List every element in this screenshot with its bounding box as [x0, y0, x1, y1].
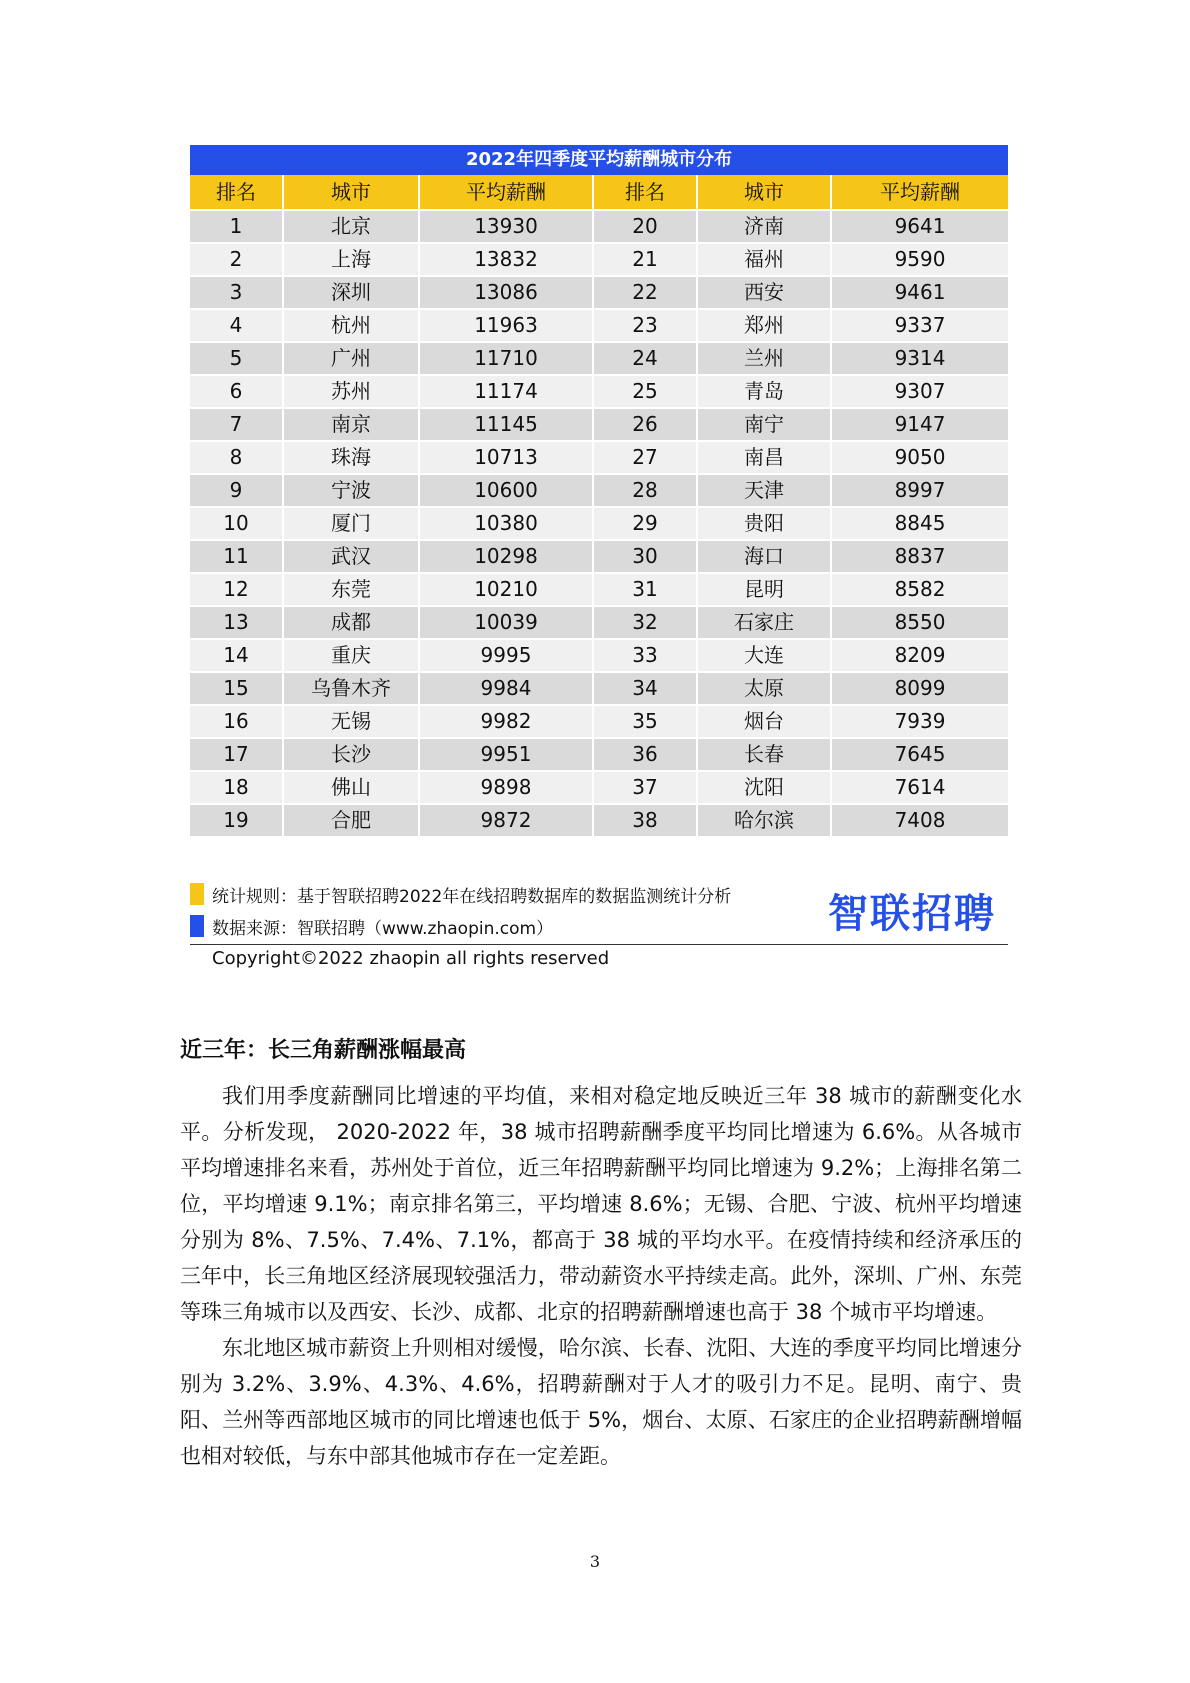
city-cell: 青岛 [698, 376, 832, 409]
rank-cell: 15 [190, 673, 284, 706]
divider [190, 944, 1008, 945]
city-cell: 烟台 [698, 706, 832, 739]
table-row [190, 310, 1008, 343]
rank-cell: 32 [594, 607, 698, 640]
rank-cell: 11 [190, 541, 284, 574]
city-cell: 济南 [698, 211, 832, 244]
city-cell: 石家庄 [698, 607, 832, 640]
rank-cell: 27 [594, 442, 698, 475]
rank-cell: 4 [190, 310, 284, 343]
paragraph: 我们用季度薪酬同比增速的平均值，来相对稳定地反映近三年 38 城市的薪酬变化水平。分析发现， 2020-2022 年，38 城市招聘薪酬季度平均同比增速为 6.6%。从各城市平均增速排名来看，苏州处于首位，近三年招聘薪酬平均同比增速为 9.2%；上海排名第二位，平均增速 9.1%；南京排名第三，平均增速 8.6%；无锡、合肥、宁波、杭州平均增速分别为 8%、7.5%、7.4%、7.1%，都高于 38 城的平均水平。在疫情持续和经济承压的三年中，长三角地区经济展现较强活力，带动薪资水平持续走高。此外，深圳、广州、东莞等珠三角城市以及西安、长沙、成都、北京的招聘薪酬增速也高于 38 个城市平均增速。 [180, 1084, 1022, 1324]
column-header-rank: 排名 [594, 175, 698, 211]
salary-cell: 10210 [420, 574, 594, 607]
blue-marker-icon [190, 915, 204, 937]
table-row [190, 772, 1008, 805]
rank-cell: 26 [594, 409, 698, 442]
salary-cell: 7614 [832, 772, 1008, 805]
salary-cell: 9307 [832, 376, 1008, 409]
city-cell: 长春 [698, 739, 832, 772]
table-row [190, 739, 1008, 772]
table-row [190, 541, 1008, 574]
rank-cell: 36 [594, 739, 698, 772]
rank-cell: 16 [190, 706, 284, 739]
table-row [190, 244, 1008, 277]
table-row [190, 508, 1008, 541]
rank-cell: 25 [594, 376, 698, 409]
salary-cell: 8997 [832, 475, 1008, 508]
salary-cell: 9982 [420, 706, 594, 739]
rank-cell: 20 [594, 211, 698, 244]
table-row [190, 376, 1008, 409]
salary-cell: 8209 [832, 640, 1008, 673]
column-header-city: 城市 [698, 175, 832, 211]
salary-cell: 9314 [832, 343, 1008, 376]
table-header-row [190, 175, 1008, 211]
rank-cell: 2 [190, 244, 284, 277]
column-header-salary: 平均薪酬 [832, 175, 1008, 211]
rank-cell: 34 [594, 673, 698, 706]
copyright: Copyright©2022 zhaopin all rights reserved [212, 948, 610, 969]
city-cell: 昆明 [698, 574, 832, 607]
city-cell: 重庆 [284, 640, 420, 673]
city-cell: 福州 [698, 244, 832, 277]
rank-cell: 3 [190, 277, 284, 310]
city-cell: 宁波 [284, 475, 420, 508]
salary-cell: 10298 [420, 541, 594, 574]
salary-cell: 7939 [832, 706, 1008, 739]
rank-cell: 35 [594, 706, 698, 739]
table-body [190, 211, 1008, 838]
rank-cell: 13 [190, 607, 284, 640]
city-cell: 苏州 [284, 376, 420, 409]
city-cell: 沈阳 [698, 772, 832, 805]
rank-cell: 14 [190, 640, 284, 673]
salary-cell: 8845 [832, 508, 1008, 541]
salary-cell: 8582 [832, 574, 1008, 607]
rank-cell: 12 [190, 574, 284, 607]
salary-cell: 13086 [420, 277, 594, 310]
city-cell: 武汉 [284, 541, 420, 574]
rank-cell: 21 [594, 244, 698, 277]
salary-cell: 8837 [832, 541, 1008, 574]
rank-cell: 19 [190, 805, 284, 838]
column-header-rank: 排名 [190, 175, 284, 211]
salary-cell: 13832 [420, 244, 594, 277]
city-cell: 南宁 [698, 409, 832, 442]
rank-cell: 33 [594, 640, 698, 673]
salary-cell: 11174 [420, 376, 594, 409]
city-cell: 大连 [698, 640, 832, 673]
table-notes [190, 878, 1008, 942]
city-cell: 珠海 [284, 442, 420, 475]
salary-cell: 9951 [420, 739, 594, 772]
city-cell: 佛山 [284, 772, 420, 805]
salary-cell: 9995 [420, 640, 594, 673]
table-row [190, 805, 1008, 838]
table-title-row [190, 145, 1008, 175]
table-title: 2022年四季度平均薪酬城市分布 [190, 145, 1008, 175]
salary-cell: 7645 [832, 739, 1008, 772]
table-row [190, 343, 1008, 376]
city-cell: 无锡 [284, 706, 420, 739]
rank-cell: 17 [190, 739, 284, 772]
city-cell: 杭州 [284, 310, 420, 343]
city-cell: 成都 [284, 607, 420, 640]
salary-cell: 8550 [832, 607, 1008, 640]
city-cell: 南昌 [698, 442, 832, 475]
stat-rule-text: 统计规则：基于智联招聘2022年在线招聘数据库的数据监测统计分析 [212, 886, 732, 907]
city-cell: 太原 [698, 673, 832, 706]
city-cell: 合肥 [284, 805, 420, 838]
city-cell: 北京 [284, 211, 420, 244]
salary-cell: 9898 [420, 772, 594, 805]
salary-cell: 9337 [832, 310, 1008, 343]
body-text [180, 1078, 1022, 1474]
data-source-text: 数据来源：智联招聘（www.zhaopin.com） [212, 918, 554, 939]
salary-cell: 13930 [420, 211, 594, 244]
salary-cell: 9590 [832, 244, 1008, 277]
salary-cell: 10600 [420, 475, 594, 508]
salary-cell: 11145 [420, 409, 594, 442]
salary-cell: 11710 [420, 343, 594, 376]
table-row [190, 607, 1008, 640]
city-cell: 兰州 [698, 343, 832, 376]
salary-cell: 9872 [420, 805, 594, 838]
city-cell: 乌鲁木齐 [284, 673, 420, 706]
table-row [190, 277, 1008, 310]
table-row [190, 442, 1008, 475]
rank-cell: 38 [594, 805, 698, 838]
city-cell: 哈尔滨 [698, 805, 832, 838]
yellow-marker-icon [190, 883, 204, 905]
rank-cell: 29 [594, 508, 698, 541]
rank-cell: 23 [594, 310, 698, 343]
table-row [190, 706, 1008, 739]
salary-cell: 8099 [832, 673, 1008, 706]
table-row [190, 574, 1008, 607]
salary-cell: 11963 [420, 310, 594, 343]
table-row [190, 640, 1008, 673]
rank-cell: 24 [594, 343, 698, 376]
table-row [190, 475, 1008, 508]
zhaopin-logo: 智联招聘 [828, 891, 996, 937]
column-header-city: 城市 [284, 175, 420, 211]
table-row [190, 409, 1008, 442]
page-number: 3 [589, 1552, 601, 1571]
city-cell: 广州 [284, 343, 420, 376]
city-cell: 上海 [284, 244, 420, 277]
paragraph: 东北地区城市薪资上升则相对缓慢，哈尔滨、长春、沈阳、大连的季度平均同比增速分别为 3.2%、3.9%、4.3%、4.6%，招聘薪酬对于人才的吸引力不足。昆明、南宁、贵阳、兰州等西部地区城市的同比增速也低于 5%，烟台、太原、石家庄的企业招聘薪酬增幅也相对较低，与东中部其他城市存在一定差距。 [180, 1336, 1022, 1468]
rank-cell: 6 [190, 376, 284, 409]
rank-cell: 18 [190, 772, 284, 805]
rank-cell: 30 [594, 541, 698, 574]
city-cell: 海口 [698, 541, 832, 574]
city-cell: 贵阳 [698, 508, 832, 541]
section-title: 近三年：长三角薪酬涨幅最高 [180, 1038, 467, 1063]
rank-cell: 37 [594, 772, 698, 805]
city-cell: 厦门 [284, 508, 420, 541]
table-row [190, 673, 1008, 706]
salary-cell: 10713 [420, 442, 594, 475]
salary-cell: 10039 [420, 607, 594, 640]
city-cell: 郑州 [698, 310, 832, 343]
rank-cell: 22 [594, 277, 698, 310]
rank-cell: 28 [594, 475, 698, 508]
city-cell: 东莞 [284, 574, 420, 607]
salary-cell: 10380 [420, 508, 594, 541]
rank-cell: 31 [594, 574, 698, 607]
salary-cell: 9147 [832, 409, 1008, 442]
salary-cell: 9050 [832, 442, 1008, 475]
city-cell: 深圳 [284, 277, 420, 310]
salary-cell: 9461 [832, 277, 1008, 310]
rank-cell: 1 [190, 211, 284, 244]
rank-cell: 9 [190, 475, 284, 508]
city-cell: 南京 [284, 409, 420, 442]
salary-cell: 9641 [832, 211, 1008, 244]
column-header-salary: 平均薪酬 [420, 175, 594, 211]
rank-cell: 10 [190, 508, 284, 541]
rank-cell: 7 [190, 409, 284, 442]
city-cell: 西安 [698, 277, 832, 310]
salary-cell: 9984 [420, 673, 594, 706]
table-row [190, 211, 1008, 244]
salary-table [190, 145, 1008, 838]
salary-cell: 7408 [832, 805, 1008, 838]
city-cell: 天津 [698, 475, 832, 508]
rank-cell: 8 [190, 442, 284, 475]
rank-cell: 5 [190, 343, 284, 376]
city-cell: 长沙 [284, 739, 420, 772]
